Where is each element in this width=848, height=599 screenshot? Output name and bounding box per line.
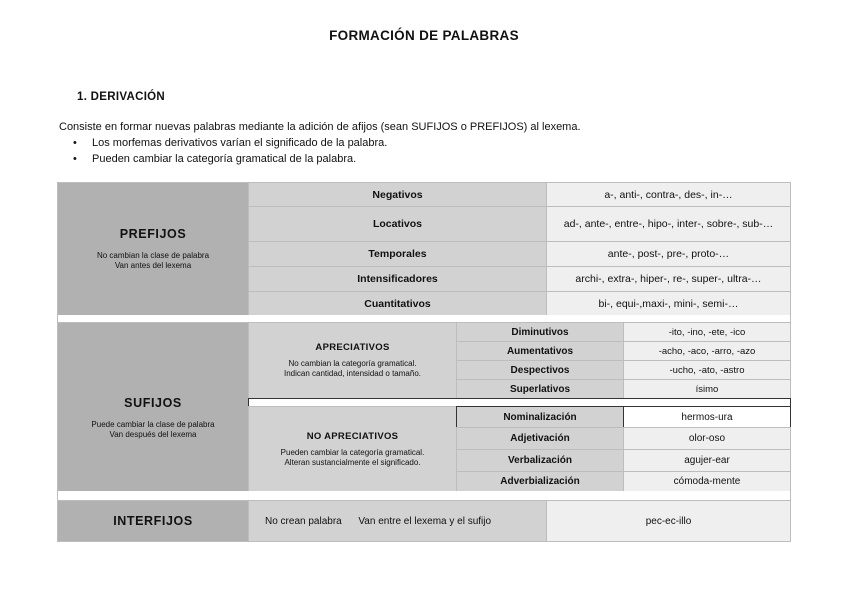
prefijos-note bbox=[97, 251, 209, 271]
prefijo-examples: archi-, extra-, hiper-, re-, super-, ultra-… bbox=[575, 273, 762, 285]
apreciativo-examples: -acho, -aco, -arro, -azo bbox=[658, 345, 756, 357]
no-apreciativo-examples-cell bbox=[623, 427, 791, 450]
bullet-icon: • bbox=[73, 137, 77, 149]
prefijo-type-cell bbox=[248, 291, 547, 316]
no-apreciativo-examples: olor-oso bbox=[688, 433, 726, 444]
prefijo-type-cell bbox=[248, 206, 547, 242]
prefijo-type-cell bbox=[248, 241, 547, 267]
no-apreciativo-examples-cell bbox=[623, 406, 791, 428]
interfijos-label: INTERFIJOS bbox=[113, 514, 193, 528]
sufijos-note-line: Puede cambiar la clase de palabra bbox=[91, 420, 215, 429]
no-apreciativo-type-label: Nominalización bbox=[503, 411, 577, 423]
bullet-icon: • bbox=[73, 153, 77, 165]
apreciativo-type-label: Aumentativos bbox=[506, 345, 574, 357]
no-apreciativo-examples-cell bbox=[623, 471, 791, 492]
prefijo-examples: ad-, ante-, entre-, hipo-, inter-, sobre-, sub-… bbox=[563, 218, 774, 230]
no-apreciativo-examples-cell bbox=[623, 449, 791, 472]
apreciativo-examples-cell bbox=[623, 379, 791, 399]
interfijos-header-cell bbox=[57, 500, 249, 542]
no-apreciativo-type-label: Adjetivación bbox=[510, 433, 570, 444]
apreciativo-examples: -ito, -ino, -ete, -ico bbox=[668, 326, 746, 338]
intro-paragraph: Consiste en formar nuevas palabras mediante la adición de afijos (sean SUFIJOS o PREFIJOS) al lexema. bbox=[59, 121, 581, 133]
prefijo-type-cell bbox=[248, 182, 547, 207]
no-apreciativo-type-cell bbox=[456, 471, 624, 492]
page-title: FORMACIÓN DE PALABRAS bbox=[329, 28, 519, 43]
no-apreciativo-type-label: Verbalización bbox=[508, 455, 572, 466]
prefijos-label: PREFIJOS bbox=[119, 227, 187, 241]
apreciativo-type-cell bbox=[456, 360, 624, 380]
interfijos-example-cell bbox=[546, 500, 791, 542]
prefijo-type-cell bbox=[248, 266, 547, 292]
interfijos-description: No crean palabra Van entre el lexema y el sufijo bbox=[265, 515, 492, 527]
no-apreciativos-note bbox=[281, 448, 425, 468]
apreciativo-type-cell bbox=[456, 379, 624, 399]
interfijos-example: pec-ec-illo bbox=[645, 515, 692, 527]
prefijos-note-line: Van antes del lexema bbox=[114, 261, 192, 270]
apreciativos-note-line: Indican cantidad, intensidad o tamaño. bbox=[284, 369, 421, 378]
prefijo-examples-cell bbox=[546, 206, 791, 242]
apreciativo-type-label: Despectivos bbox=[510, 364, 570, 376]
apreciativos-note-line: No cambian la categoría gramatical. bbox=[288, 359, 417, 368]
apreciativo-type-cell bbox=[456, 341, 624, 361]
apreciativo-examples: ísimo bbox=[695, 383, 719, 395]
no-apreciativo-examples: agujer-ear bbox=[684, 455, 730, 466]
apreciativo-type-label: Superlativos bbox=[509, 383, 571, 395]
no-apreciativo-type-cell bbox=[456, 406, 624, 428]
sufijos-header-cell bbox=[57, 322, 249, 492]
prefijo-type-label: Locativos bbox=[372, 218, 422, 230]
sufijos-note bbox=[91, 420, 214, 440]
no-apreciativos-label: NO APRECIATIVOS bbox=[306, 430, 399, 442]
prefijo-examples: ante-, post-, pre-, proto-… bbox=[607, 248, 730, 260]
bullet-text: Los morfemas derivativos varían el significado de la palabra. bbox=[92, 137, 388, 149]
bullet-text: Pueden cambiar la categoría gramatical de la palabra. bbox=[92, 153, 357, 165]
no-apreciativo-type-cell bbox=[456, 449, 624, 472]
prefijos-note-line: No cambian la clase de palabra bbox=[96, 251, 210, 260]
sufijos-note-line: Van después del lexema bbox=[109, 430, 197, 439]
no-apreciativos-note-line: Pueden cambiar la categoría gramatical. bbox=[280, 447, 425, 457]
prefijo-examples-cell bbox=[546, 291, 791, 316]
prefijo-examples-cell bbox=[546, 266, 791, 292]
prefijo-type-label: Negativos bbox=[372, 188, 423, 201]
prefijo-type-label: Intensificadores bbox=[357, 273, 438, 285]
sufijos-label: SUFIJOS bbox=[124, 396, 182, 410]
prefijo-type-label: Cuantitativos bbox=[364, 297, 431, 310]
apreciativo-examples-cell bbox=[623, 360, 791, 380]
apreciativo-examples: -ucho, -ato, -astro bbox=[669, 364, 745, 376]
prefijo-type-label: Temporales bbox=[368, 248, 427, 260]
no-apreciativo-examples: hermos-ura bbox=[681, 411, 733, 423]
bullet-item bbox=[73, 137, 387, 149]
prefijos-header-cell bbox=[57, 182, 249, 316]
interfijos-description-cell bbox=[248, 500, 547, 542]
bullet-item bbox=[73, 153, 356, 165]
no-apreciativo-type-cell bbox=[456, 427, 624, 450]
no-apreciativos-note-line: Alteran sustancialmente el significado. bbox=[284, 457, 421, 467]
section-heading: 1. DERIVACIÓN bbox=[77, 91, 166, 103]
prefijo-examples: a-, anti-, contra-, des-, in-… bbox=[604, 188, 733, 201]
apreciativo-type-label: Diminutivos bbox=[511, 326, 569, 338]
apreciativos-note bbox=[284, 359, 421, 379]
apreciativo-type-cell bbox=[456, 322, 624, 342]
apreciativo-examples-cell bbox=[623, 341, 791, 361]
apreciativos-label: APRECIATIVOS bbox=[315, 342, 390, 353]
prefijo-examples-cell bbox=[546, 182, 791, 207]
no-apreciativos-cell bbox=[248, 406, 457, 492]
no-apreciativo-type-label: Adverbialización bbox=[500, 476, 580, 487]
prefijo-examples-cell bbox=[546, 241, 791, 267]
apreciativos-cell bbox=[248, 322, 457, 399]
apreciativo-examples-cell bbox=[623, 322, 791, 342]
no-apreciativo-examples: cómoda-mente bbox=[673, 476, 741, 487]
prefijo-examples: bi-, equi-,maxi-, mini-, semi-… bbox=[598, 297, 739, 310]
